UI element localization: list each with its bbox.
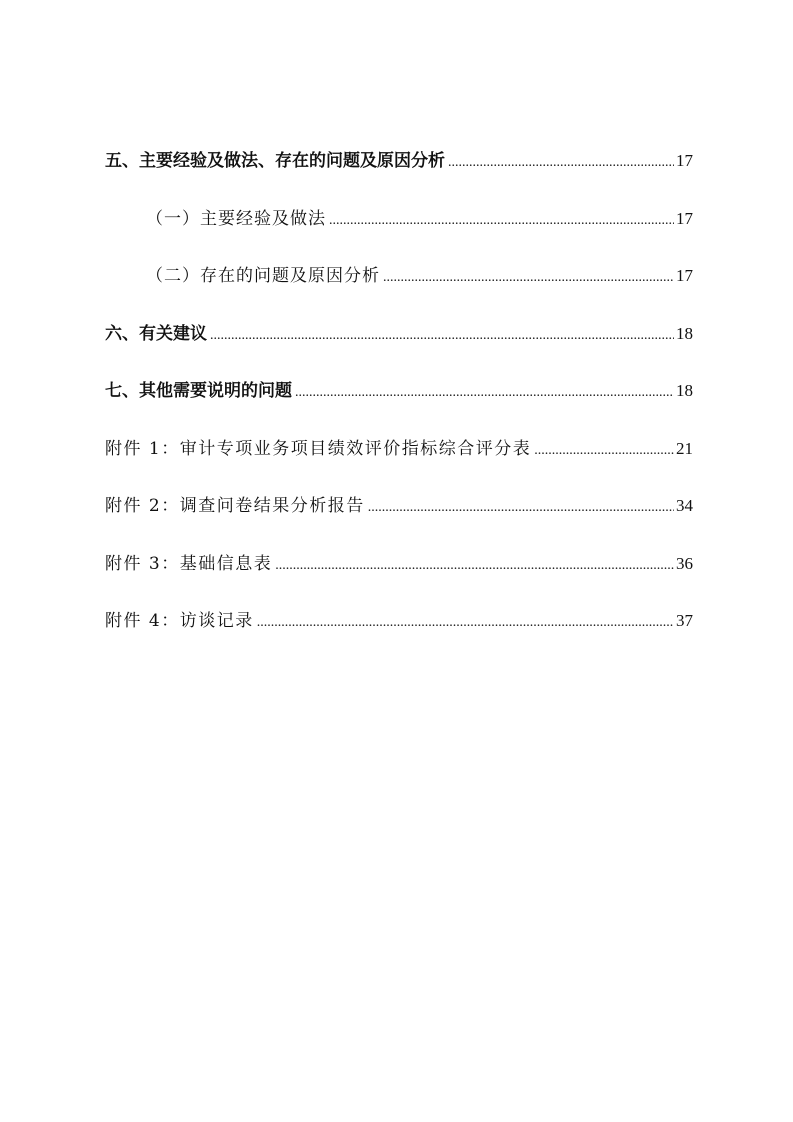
toc-entry-page-number: 34	[676, 496, 693, 515]
toc-dot-leader	[329, 206, 674, 236]
toc-entry-page-number: 18	[676, 323, 693, 343]
table-of-contents	[105, 146, 693, 664]
toc-entry-section-6[interactable]	[105, 319, 693, 377]
toc-entry-title: 六、有关建议	[105, 323, 207, 344]
toc-entry-title: （二）存在的问题及原因分析	[146, 266, 380, 286]
toc-entry-page-number: 37	[676, 611, 693, 630]
toc-dot-leader	[383, 263, 674, 293]
toc-entry-page-number: 17	[676, 266, 693, 285]
toc-entry-page-number: 36	[676, 553, 693, 573]
toc-dot-leader	[448, 148, 674, 178]
toc-dot-leader	[275, 551, 674, 581]
toc-entry-section-7[interactable]	[105, 376, 693, 434]
toc-entry-appendix-2[interactable]	[105, 491, 693, 549]
toc-entry-title: 七、其他需要说明的问题	[105, 381, 292, 401]
toc-entry-title: 附件 4：访谈记录	[105, 611, 254, 631]
toc-entry-title: 附件 1：审计专项业务项目绩效评价指标综合评分表	[105, 438, 532, 459]
toc-dot-leader	[368, 493, 674, 523]
toc-entry-page-number: 17	[676, 151, 693, 170]
toc-entry-title: 附件 2：调查问卷结果分析报告	[105, 496, 365, 516]
toc-entry-appendix-1[interactable]	[105, 434, 693, 492]
toc-dot-leader	[295, 378, 674, 408]
toc-entry-title: 附件 3：基础信息表	[105, 553, 273, 574]
toc-entry-appendix-4[interactable]	[105, 606, 693, 664]
toc-entry-title: （一）主要经验及做法	[146, 208, 326, 229]
toc-dot-leader	[210, 321, 674, 351]
toc-entry-section-5-1[interactable]	[105, 204, 693, 262]
toc-entry-section-5-2[interactable]	[105, 261, 693, 319]
toc-entry-page-number: 18	[676, 381, 693, 400]
toc-entry-section-5[interactable]	[105, 146, 693, 204]
toc-entry-appendix-3[interactable]	[105, 549, 693, 607]
toc-dot-leader	[534, 436, 674, 466]
toc-entry-page-number: 17	[676, 208, 693, 228]
toc-entry-title: 五、主要经验及做法、存在的问题及原因分析	[105, 151, 445, 171]
toc-dot-leader	[257, 608, 674, 638]
toc-entry-page-number: 21	[676, 438, 693, 458]
